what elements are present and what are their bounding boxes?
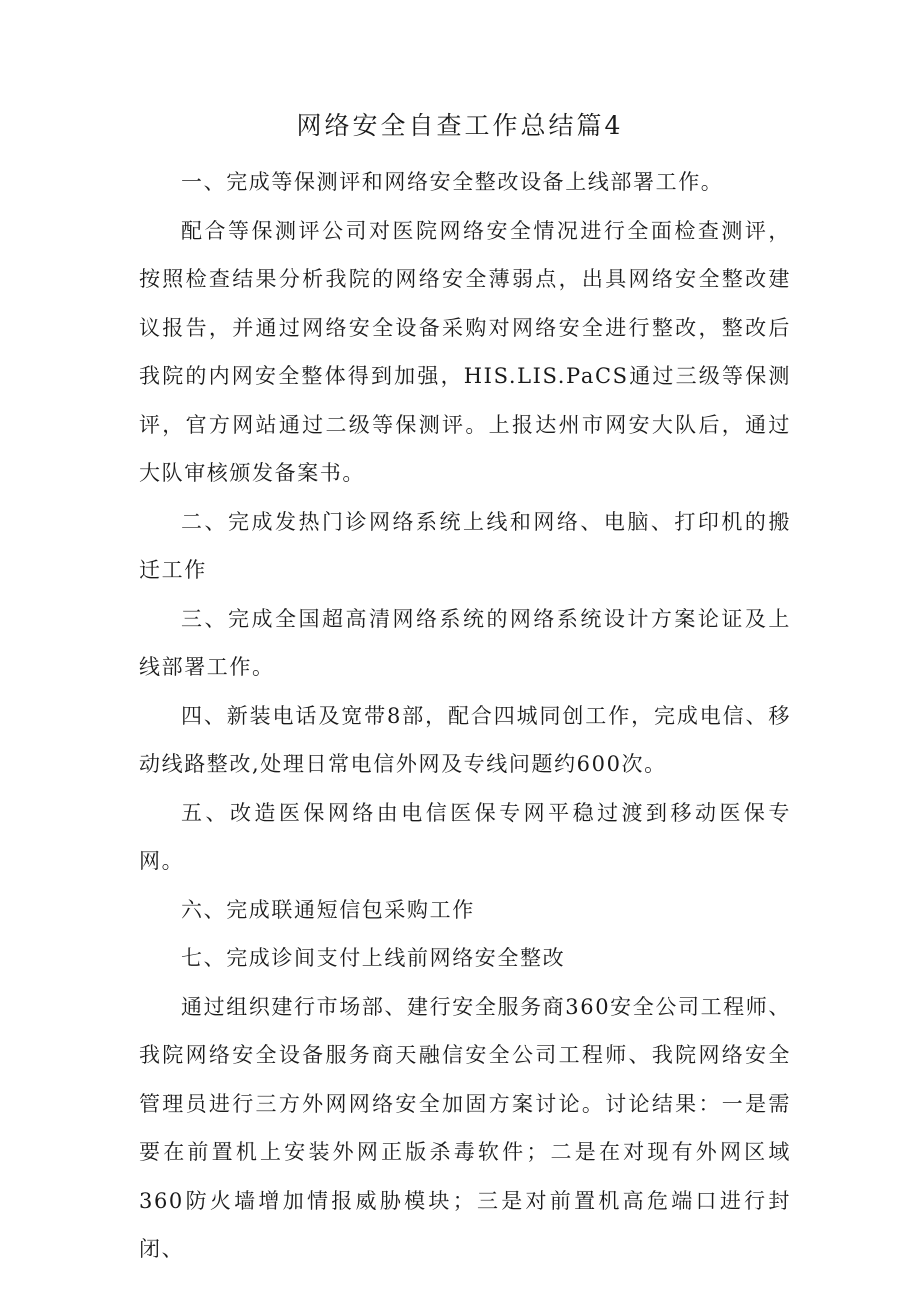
paragraph-section-3: 三、完成全国超高清网络系统的网络系统设计方案论证及上线部署工作。 — [139, 606, 791, 679]
paragraph-section-1-detail: 配合等保测评公司对医院网络安全情况进行全面检查测评，按照检查结果分析我院的网络安全薄弱点，出具网络安全整改建议报告，并通过网络安全设备采购对网络安全进行整改，整改后我院的内网安全整体得到加强，HIS.LIS.PaCS通过三级等保测评，官方网站通过二级等保测评。上报达州市网安大队后，通过大队审核颁发备案书。 — [139, 218, 791, 485]
paragraph-section-6: 六、完成联通短信包采购工作 — [181, 897, 475, 922]
paragraph-section-4: 四、新装电话及宽带8部，配合四城同创工作，完成电信、移动线路整改,处理日常电信外网及专线问题约600次。 — [139, 703, 791, 776]
document-body — [139, 158, 791, 1274]
paragraph-section-2: 二、完成发热门诊网络系统上线和网络、电脑、打印机的搬迁工作 — [139, 509, 791, 582]
paragraph-section-5: 五、改造医保网络由电信医保专网平稳过渡到移动医保专网。 — [139, 800, 791, 873]
document-title: 网络安全自查工作总结篇4 — [296, 111, 624, 140]
paragraph-section-7: 七、完成诊间支付上线前网络安全整改 — [181, 946, 566, 970]
paragraph-section-1: 一、完成等保测评和网络安全整改设备上线部署工作。 — [181, 170, 724, 194]
paragraph-section-7-detail: 通过组织建行市场部、建行安全服务商360安全公司工程师、我院网络安全设备服务商天融信安全公司工程师、我院网络安全管理员进行三方外网网络安全加固方案讨论。讨论结果：一是需要在前置机上安装外网正版杀毒软件；二是在对现有外网区域360防火墙增加情报威胁模块；三是对前置机高危端口进行封闭、 — [139, 994, 791, 1261]
